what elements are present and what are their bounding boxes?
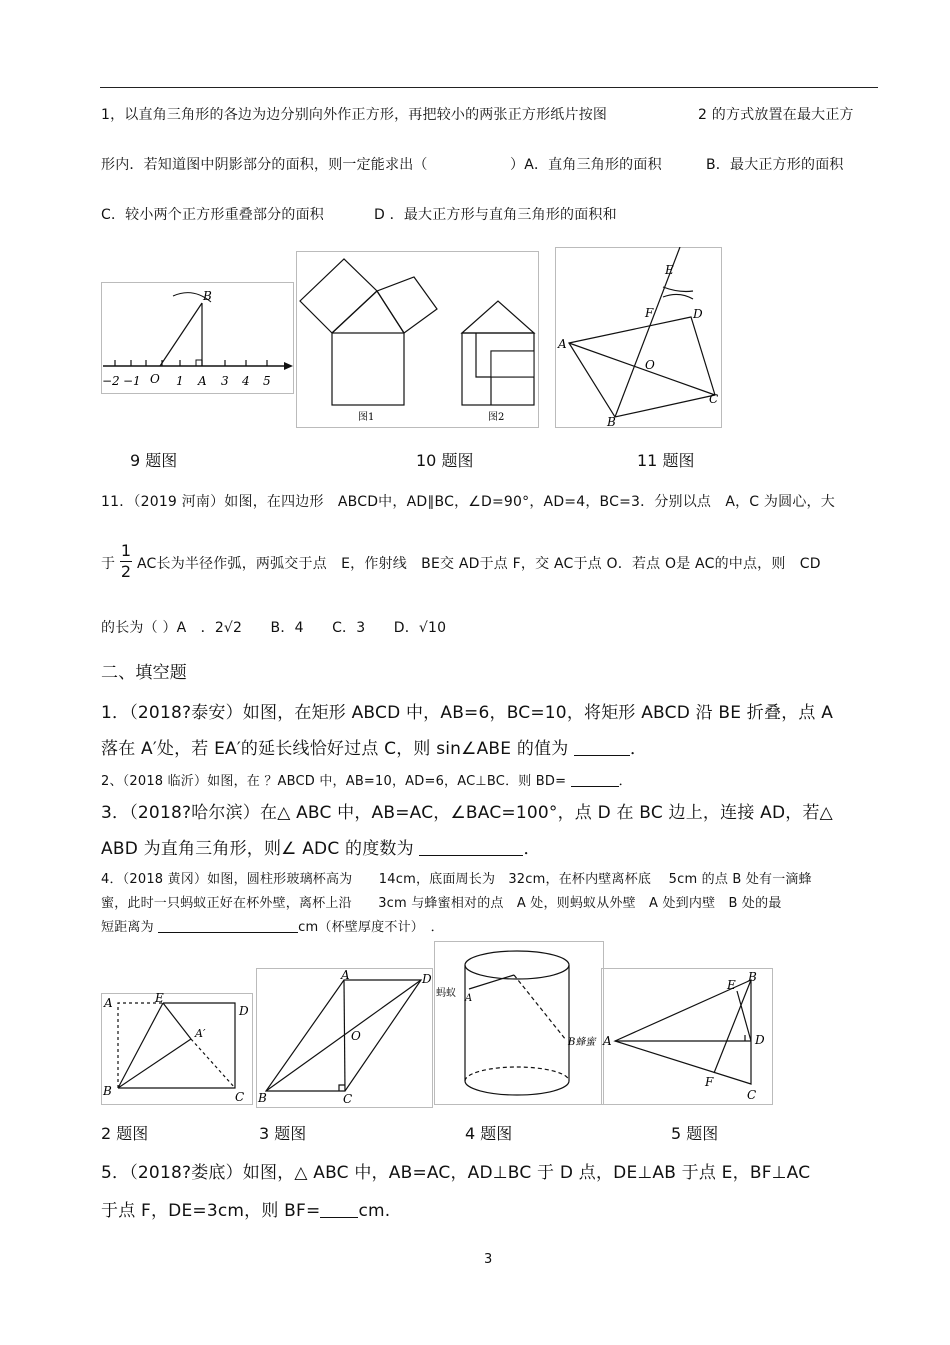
- fig11-label-o: O: [645, 358, 655, 372]
- fill-q4-unit: cm（杯壁厚度不计） ．: [298, 920, 444, 935]
- caption-fig2: 2 题图: [101, 1124, 149, 1143]
- caption-fig5: 5 题图: [671, 1124, 719, 1143]
- figure-5: [601, 968, 773, 1105]
- fill-q1-text: 落在 A′处，若 EA′的延长线恰好过点 C，则 sin∠ABE 的值为: [101, 739, 569, 759]
- fill-q5-line1: 5．（2018?娄底）如图，△ ABC 中，AB=AC，AD⊥BC 于 D 点，DE⊥AB 于点 E，BF⊥AC: [101, 1163, 811, 1183]
- fill-q4-line1: 4．（2018 黄冈）如图，圆柱形玻璃杯高为 14cm，底面周长为 32cm，在杯内壁离杯底 5cm 的点 B 处有一滴蜂: [101, 872, 812, 887]
- fill-q4-line3: [101, 916, 444, 935]
- answer-blank: [419, 841, 523, 856]
- fig3-label-c: C: [343, 1092, 353, 1106]
- caption-fig11: 11 题图: [637, 451, 695, 470]
- figure-10: [296, 251, 539, 428]
- fig9-label-4: 4: [242, 374, 250, 388]
- fill-q1-end: ．: [630, 739, 648, 759]
- q11-line3: 的长为（ ）A ．2√2 B．4 C．3 D．√10: [101, 620, 447, 636]
- fill-q3-line2: [101, 834, 541, 859]
- fig3-label-d: D: [422, 972, 432, 986]
- fig11-label-b: B: [607, 415, 616, 428]
- figure-9: [101, 282, 294, 394]
- answer-blank: [574, 741, 630, 756]
- fill-q3-text: ABD 为直角三角形，则∠ ADC 的度数为: [101, 839, 414, 859]
- figure-3: [256, 968, 433, 1108]
- fill-q2-end: ．: [618, 774, 632, 789]
- fig2-label-d: D: [239, 1004, 249, 1018]
- fill-q5-unit: cm.: [358, 1201, 391, 1221]
- q1-option-c: C．较小两个正方形重叠部分的面积: [101, 207, 324, 223]
- fill-q1-line1: 1．（2018?泰安）如图，在矩形 ABCD 中，AB=6，BC=10，将矩形 ABCD 沿 BE 折叠，点 A: [101, 703, 834, 723]
- fig9-label-1: 1: [176, 374, 184, 388]
- fig11-label-c: C: [709, 392, 719, 406]
- fig5-label-b: B: [748, 970, 757, 984]
- q11-line2-pre: 于: [101, 556, 116, 572]
- fill-q3-end: ．: [523, 839, 541, 859]
- fig2-label-b: B: [103, 1084, 112, 1098]
- fig3-label-a: A: [341, 968, 350, 982]
- fill-q5-text: 于点 F，DE=3cm，则 BF=: [101, 1201, 321, 1221]
- fig9-label-o: O: [150, 372, 160, 386]
- fig9-label-a: A: [198, 374, 207, 388]
- fig2-label-a-prime: A′: [195, 1027, 206, 1040]
- fig4-label-a: A: [465, 993, 473, 1004]
- figure-2: [101, 993, 253, 1105]
- q1-line2: 形内．若知道图中阴影部分的面积，则一定能求出（: [101, 157, 428, 173]
- fig2-label-c: C: [235, 1090, 245, 1104]
- q1-option-d: D ．最大正方形与直角三角形的面积和: [374, 207, 617, 223]
- q11-line1: 11．（2019 河南）如图，在四边形 ABCD中，AD∥BC，∠D=90°，AD=4，BC=3．分别以点 A，C 为圆心，大: [101, 494, 835, 510]
- page-number: 3: [484, 1252, 493, 1267]
- fig2-label-a: A: [104, 996, 113, 1010]
- fig5-label-f: F: [705, 1075, 714, 1089]
- header-rule: [100, 87, 878, 88]
- fill-q1-line2: [101, 734, 647, 759]
- q1-line1: 1，以直角三角形的各边为边分别向外作正方形，再把较小的两张正方形纸片按图: [101, 107, 608, 123]
- fig4-label-b-honey: B蜂蜜: [568, 1037, 596, 1048]
- fig2-label-e: E: [155, 993, 164, 1005]
- caption-fig9: 9 题图: [130, 451, 178, 470]
- fig11-label-f: F: [645, 306, 654, 320]
- fig11-label-a: A: [558, 337, 567, 351]
- fill-q2-line: [101, 770, 632, 789]
- fill-q4-line2: 蜜，此时一只蚂蚁正好在杯外壁，离杯上沿 3cm 与蜂蜜相对的点 A 处，则蚂蚁从外壁 A 处到内壁 B 处的最: [101, 896, 782, 911]
- fig5-label-d: D: [755, 1033, 765, 1047]
- fraction-denominator: 2: [120, 562, 132, 581]
- caption-fig4: 4 题图: [465, 1124, 513, 1143]
- fraction-numerator: 1: [120, 541, 132, 560]
- fill-q5-line2: [101, 1196, 390, 1221]
- fig9-label-neg2: −2: [102, 374, 120, 388]
- fig5-label-e: E: [727, 978, 736, 992]
- fig3-label-o: O: [351, 1029, 361, 1043]
- q11-fraction: [119, 542, 133, 581]
- q11-line2-post: AC长为半径作弧，两弧交于点 E，作射线 BE交 AD于点 F，交 AC于点 O．若点 O是 AC的中点，则 CD: [137, 556, 821, 572]
- figure-4: [434, 941, 604, 1105]
- fig3-label-b: B: [258, 1091, 267, 1105]
- fill-q3-line1: 3．（2018?哈尔滨）在△ ABC 中，AB=AC，∠BAC=100°，点 D 在 BC 边上，连接 AD，若△: [101, 803, 833, 823]
- fig9-label-5: 5: [263, 374, 271, 388]
- fig10-caption-2: 图2: [488, 412, 505, 423]
- fig11-label-d: D: [693, 307, 703, 321]
- section-title: 二、填空题: [101, 663, 187, 683]
- fig10-caption-1: 图1: [358, 412, 375, 423]
- fig4-label-ant: 蚂蚁: [436, 988, 456, 999]
- fill-q4-text: 短距离为: [101, 920, 154, 935]
- fig9-label-neg1: −1: [123, 374, 141, 388]
- caption-fig3: 3 题图: [259, 1124, 307, 1143]
- q1-option-a: ）A．直角三角形的面积: [510, 157, 662, 173]
- fill-q2-text: 2、（2018 临沂）如图，在 ？ABCD 中，AB=10，AD=6，AC⊥BC．则 BD=: [101, 774, 567, 789]
- figure-11: [555, 247, 722, 428]
- fig9-label-b: B: [203, 289, 212, 303]
- q1-option-b: B．最大正方形的面积: [706, 157, 844, 173]
- fig5-label-c: C: [747, 1088, 757, 1102]
- fig5-label-a: A: [603, 1034, 612, 1048]
- caption-fig10: 10 题图: [416, 451, 474, 470]
- q1-line1-end: 2 的方式放置在最大正方: [698, 107, 854, 123]
- fig9-label-3: 3: [221, 374, 229, 388]
- answer-blank: [320, 1203, 358, 1218]
- answer-blank: [158, 918, 298, 933]
- answer-blank: [571, 772, 619, 787]
- fig11-label-e: E: [665, 263, 674, 277]
